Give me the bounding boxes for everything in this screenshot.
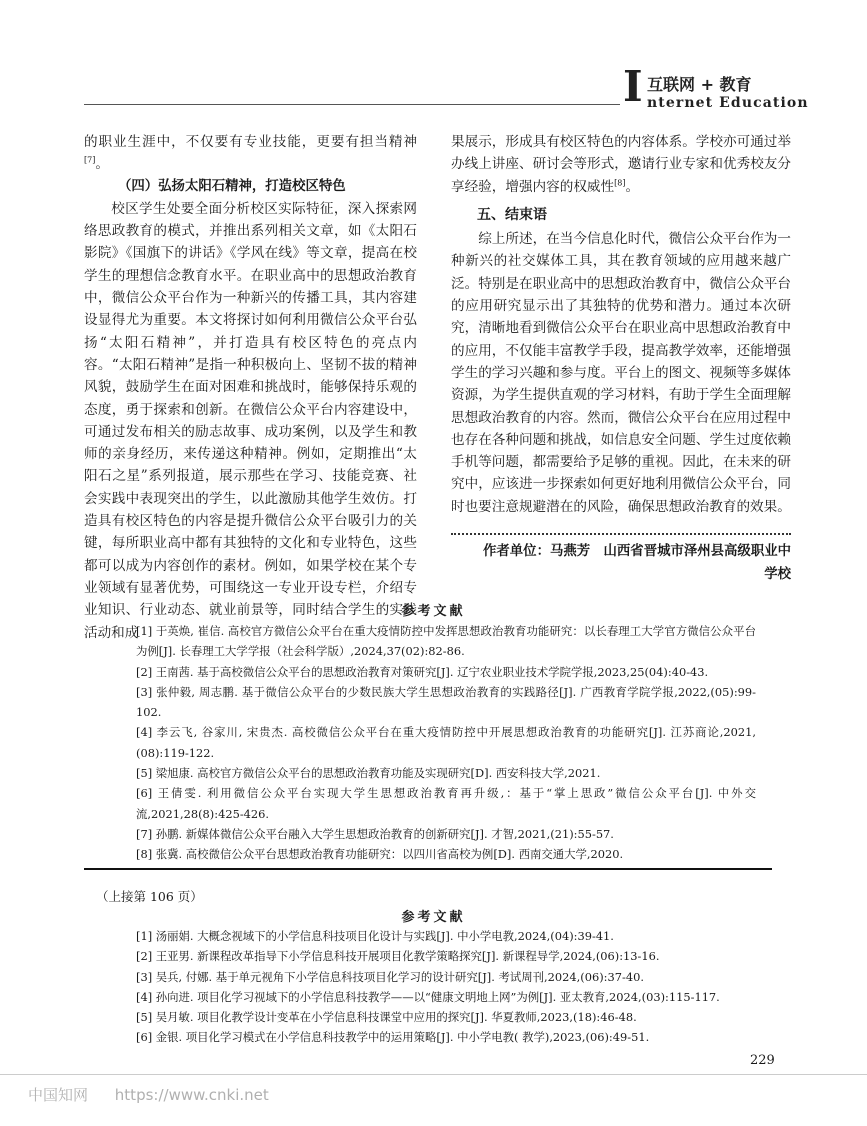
header-section-title-en: nternet Education bbox=[647, 95, 809, 111]
references-title: 参考文献 bbox=[401, 604, 466, 619]
reference-item: [2] 王南茜. 基于高校微信公众平台的思想政治教育对策研究[J]. 辽宁农业职业技术学院学报,2023,25(04):40-43. bbox=[136, 664, 709, 679]
paragraph: 校区学生处要全面分析校区实际特征，深入探索网络思政教育的模式，并推出系列相关文章，如《太阳石影院》《国旗下的讲话》《学风在线》等文章，提高在校学生的理想信念教育水平。在职业高中的思想政治教育中，微信公众平台作为一种新兴的传播工具，其内容建设显得尤为重要。本文将探讨如何利用微信公众平台弘扬“太阳石精神”，并打造具有校区特色的亮点内容。“太阳石精神”是指一种积极向上、坚韧不拔的精神风貌，鼓励学生在面对困难和挑战时，能够保持乐观的态度，勇于探索和创新。在微信公众平台内容建设中，可通过发布相关的励志故事、成功案例，以及学生和教师的亲身经历，来传递这种精神。例如，定期推出“太阳石之星”系列报道，展示那些在学习、技能竞赛、社会实践中表现突出的学生，以此激励其他学生效仿。打造具有校区特色的内容是提升微信公众平台吸引力的关键，每所职业高中都有其独特的文化和专业特色，这些都可以成为内容创作的素材。例如，如果学校在某个专业领域有显著优势，可围绕这一专业开设专栏，介绍专业知识、行业动态、就业前景等，同时结合学生的实践活动和成 bbox=[84, 200, 417, 641]
section-heading: 五、结束语 bbox=[477, 206, 547, 223]
header-rule bbox=[84, 104, 620, 105]
reference-item: [1] 于英焕, 崔信. 高校官方微信公众平台在重大疫情防控中发挥思想政治教育功能研究：以长春理工大学官方微信公众平台为例[J]. 长春理工大学学报（社会科学版）,2024,37(02):82-86. bbox=[136, 624, 756, 659]
header-logo-letter: I bbox=[623, 62, 643, 111]
reference-item: [4] 孙向进. 项目化学习视域下的小学信息科技教学——以“健康文明地上网”为例[J]. 亚太教育,2024,(03):115-117. bbox=[136, 989, 720, 1004]
reference-item: [3] 张仲毅, 周志鹏. 基于微信公众平台的少数民族大学生思想政治教育的实践路径[J]. 广西教育学院学报,2022,(05):99-102. bbox=[136, 684, 756, 720]
section-divider bbox=[84, 868, 772, 870]
paragraph: 综上所述，在当今信息化时代，微信公众平台作为一种新兴的社交媒体工具，其在教育领域的应用越来越广泛。特别是在职业高中的思想政治教育中，微信公众平台的应用研究显示出了其独特的优势和潜力。通过本次研究，清晰地看到微信公众平台在职业高中思想政治教育中的应用，不仅能丰富教学手段，提高教学效率，还能增强学生的学习兴趣和参与度。平台上的图文、视频等多媒体资源，为学生提供直观的学习材料，有助于学生全面理解思想政治教育的内容。然而，微信公众平台在应用过程中也存在各种问题和挑战，如信息安全问题、学生过度依赖手机等问题，都需要给予足够的重视。因此，在未来的研究中，应该进一步探索如何更好地利用微信公众平台，同时也要注意规避潜在的风险，确保思想政治教育的效果。 bbox=[451, 231, 791, 515]
reference-item: [6] 王倩雯. 利用微信公众平台实现大学生思想政治教育再升级,：基于“掌上思政”微信公众平台[J]. 中外交流,2021,28(8):425-426. bbox=[136, 786, 756, 821]
header-section-title: 互联网 + 教育 bbox=[647, 75, 752, 94]
citation: [8] bbox=[614, 178, 626, 188]
reference-item: [4] 李云飞, 谷家川, 宋贵杰. 高校微信公众平台在重大疫情防控中开展思想政治教育的功能研究[J]. 江苏商论,2021,(08):119-122. bbox=[136, 725, 756, 760]
author-divider bbox=[451, 533, 791, 535]
references-list bbox=[136, 926, 756, 1048]
page-number: 229 bbox=[750, 1053, 775, 1068]
continuation-note: （上接第 106 页） bbox=[96, 889, 203, 904]
references-title: 参考文献 bbox=[401, 910, 466, 925]
reference-item: [3] 吴兵, 付娜. 基于单元视角下小学信息科技项目化学习的设计研究[J]. 考试周刊,2024,(06):37-40. bbox=[136, 969, 644, 984]
reference-item: [7] 孙鹏. 新媒体微信公众平台融入大学生思想政治教育的创新研究[J]. 才智,2021,(21):55-57. bbox=[136, 826, 614, 841]
reference-item: [1] 汤丽娟. 大概念视域下的小学信息科技项目化设计与实践[J]. 中小学电教,2024,(04):39-41. bbox=[136, 929, 614, 943]
left-column bbox=[84, 131, 417, 644]
reference-item: [2] 王亚男. 新课程改革指导下小学信息科技开展项目化教学策略探究[J]. 新课程导学,2024,(06):13-16. bbox=[136, 949, 660, 964]
section-heading: （四）弘扬太阳石精神，打造校区特色 bbox=[118, 178, 346, 194]
right-column bbox=[451, 131, 791, 518]
paragraph: 果展示，形成具有校区特色的内容体系。学校亦可通过举办线上讲座、研讨会等形式，邀请行业专家和优秀校友分享经验，增强内容的权威性[8]。 bbox=[451, 134, 791, 195]
references-list bbox=[136, 621, 756, 865]
reference-item: [8] 张冀. 高校微信公众平台思想政治教育功能研究：以四川省高校为例[D]. 西南交通大学,2020. bbox=[136, 847, 624, 862]
watermark bbox=[28, 1084, 291, 1105]
watermark-site-name: 中国知网 bbox=[28, 1086, 89, 1104]
author-affiliation: 作者单位：马燕芳 山西省晋城市泽州县高级职业中 学校 bbox=[483, 544, 791, 582]
reference-item: [5] 梁旭康. 高校官方微信公众平台的思想政治教育功能及实现研究[D]. 西安科技大学,2021. bbox=[136, 766, 601, 781]
reference-item: [5] 吴月敏. 项目化教学设计变革在小学信息科技课堂中应用的探究[J]. 华夏教师,2023,(18):46-48. bbox=[136, 1010, 637, 1025]
watermark-url: https://www.cnki.net bbox=[114, 1086, 269, 1104]
reference-item: [6] 金银. 项目化学习模式在小学信息科技教学中的运用策略[J]. 中小学电教( 教学),2023,(06):49-51. bbox=[136, 1030, 650, 1045]
citation: [7] bbox=[84, 155, 96, 165]
footer-divider bbox=[0, 1074, 867, 1075]
paragraph: 的职业生涯中，不仅要有专业技能，更要有担当精神[7]。 bbox=[84, 134, 417, 173]
